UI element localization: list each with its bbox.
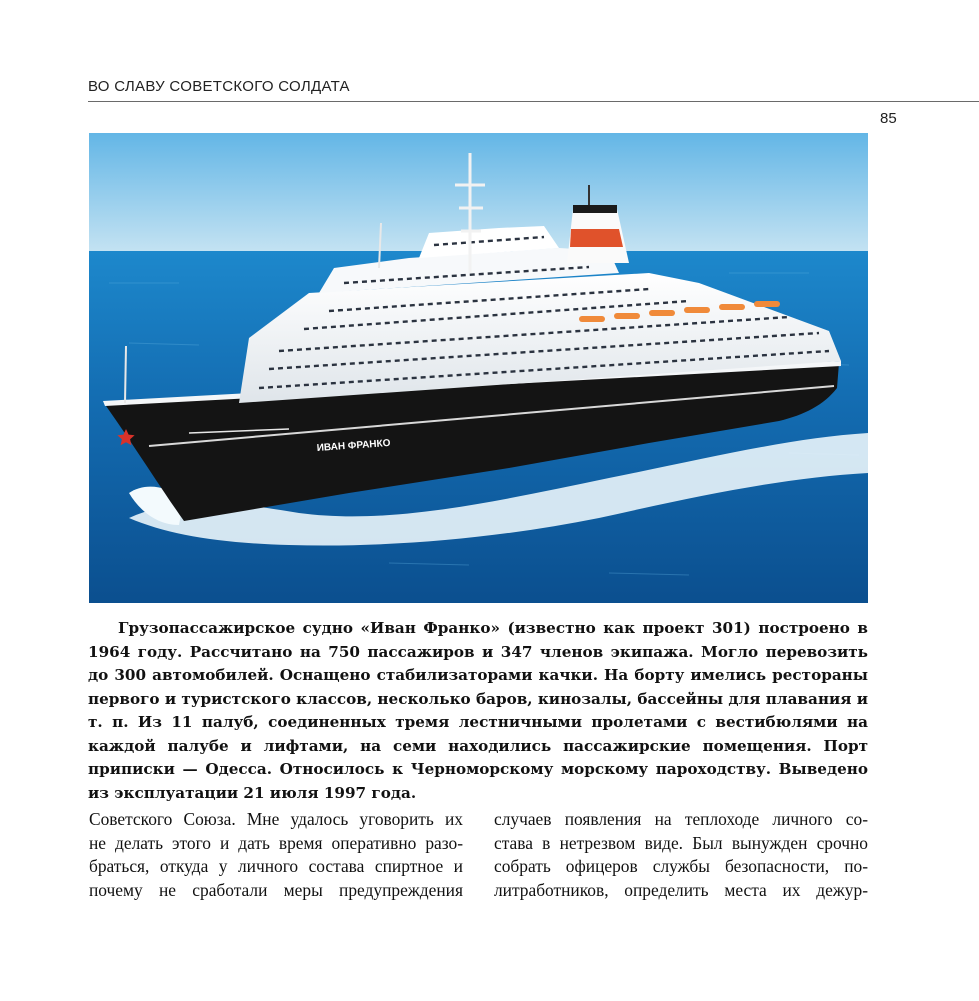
ship-photo	[89, 133, 868, 603]
photo-caption: Грузопассажирское судно «Иван Франко» (известно как проект 301) построено в 1964 году. Рассчитано на 750 пассажиров и 347 членов экипажа. Могло перевозить до 300 автомобилей. Оснащено стабилизаторами качки. На борту имелись рестораны первого и туристского классов, несколько баров, кинозалы, бассейны для плавания и т. п. Из 11 палуб, соединенных тремя лестничными пролетами с вестибюлями на каждой палубе и лифтами, на семи находились пассажирские помещения. Порт приписки — Одесса. Относилось к Черноморскому морскому пароходству. Выведено из эксплуатации 21 июля 1997 года.	[88, 619, 868, 802]
body-column-right	[494, 808, 868, 903]
body-line: браться, откуда у личного состава спиртное и	[89, 856, 463, 877]
body-line: литработников, определить места их дежур-	[494, 880, 868, 901]
body-column-left	[89, 808, 463, 903]
page-number: 85	[880, 110, 897, 127]
body-line: собрать офицеров службы безопасности, по-	[494, 856, 868, 877]
body-line: почему не сработали меры предупреждения	[89, 880, 463, 901]
body-line: не делать этого и дать время оперативно разо-	[89, 832, 463, 853]
body-line: става в нетрезвом виде. Был вынужден срочно	[494, 832, 868, 853]
ship-name-on-hull: ИВАН ФРАНКО	[316, 437, 391, 454]
header-rule	[88, 101, 979, 102]
running-title: ВО СЛАВУ СОВЕТСКОГО СОЛДАТА	[88, 78, 350, 95]
body-line: случаев появления на теплоходе личного со-	[494, 809, 868, 829]
body-line: Советского Союза. Мне удалось уговорить их	[89, 809, 463, 829]
